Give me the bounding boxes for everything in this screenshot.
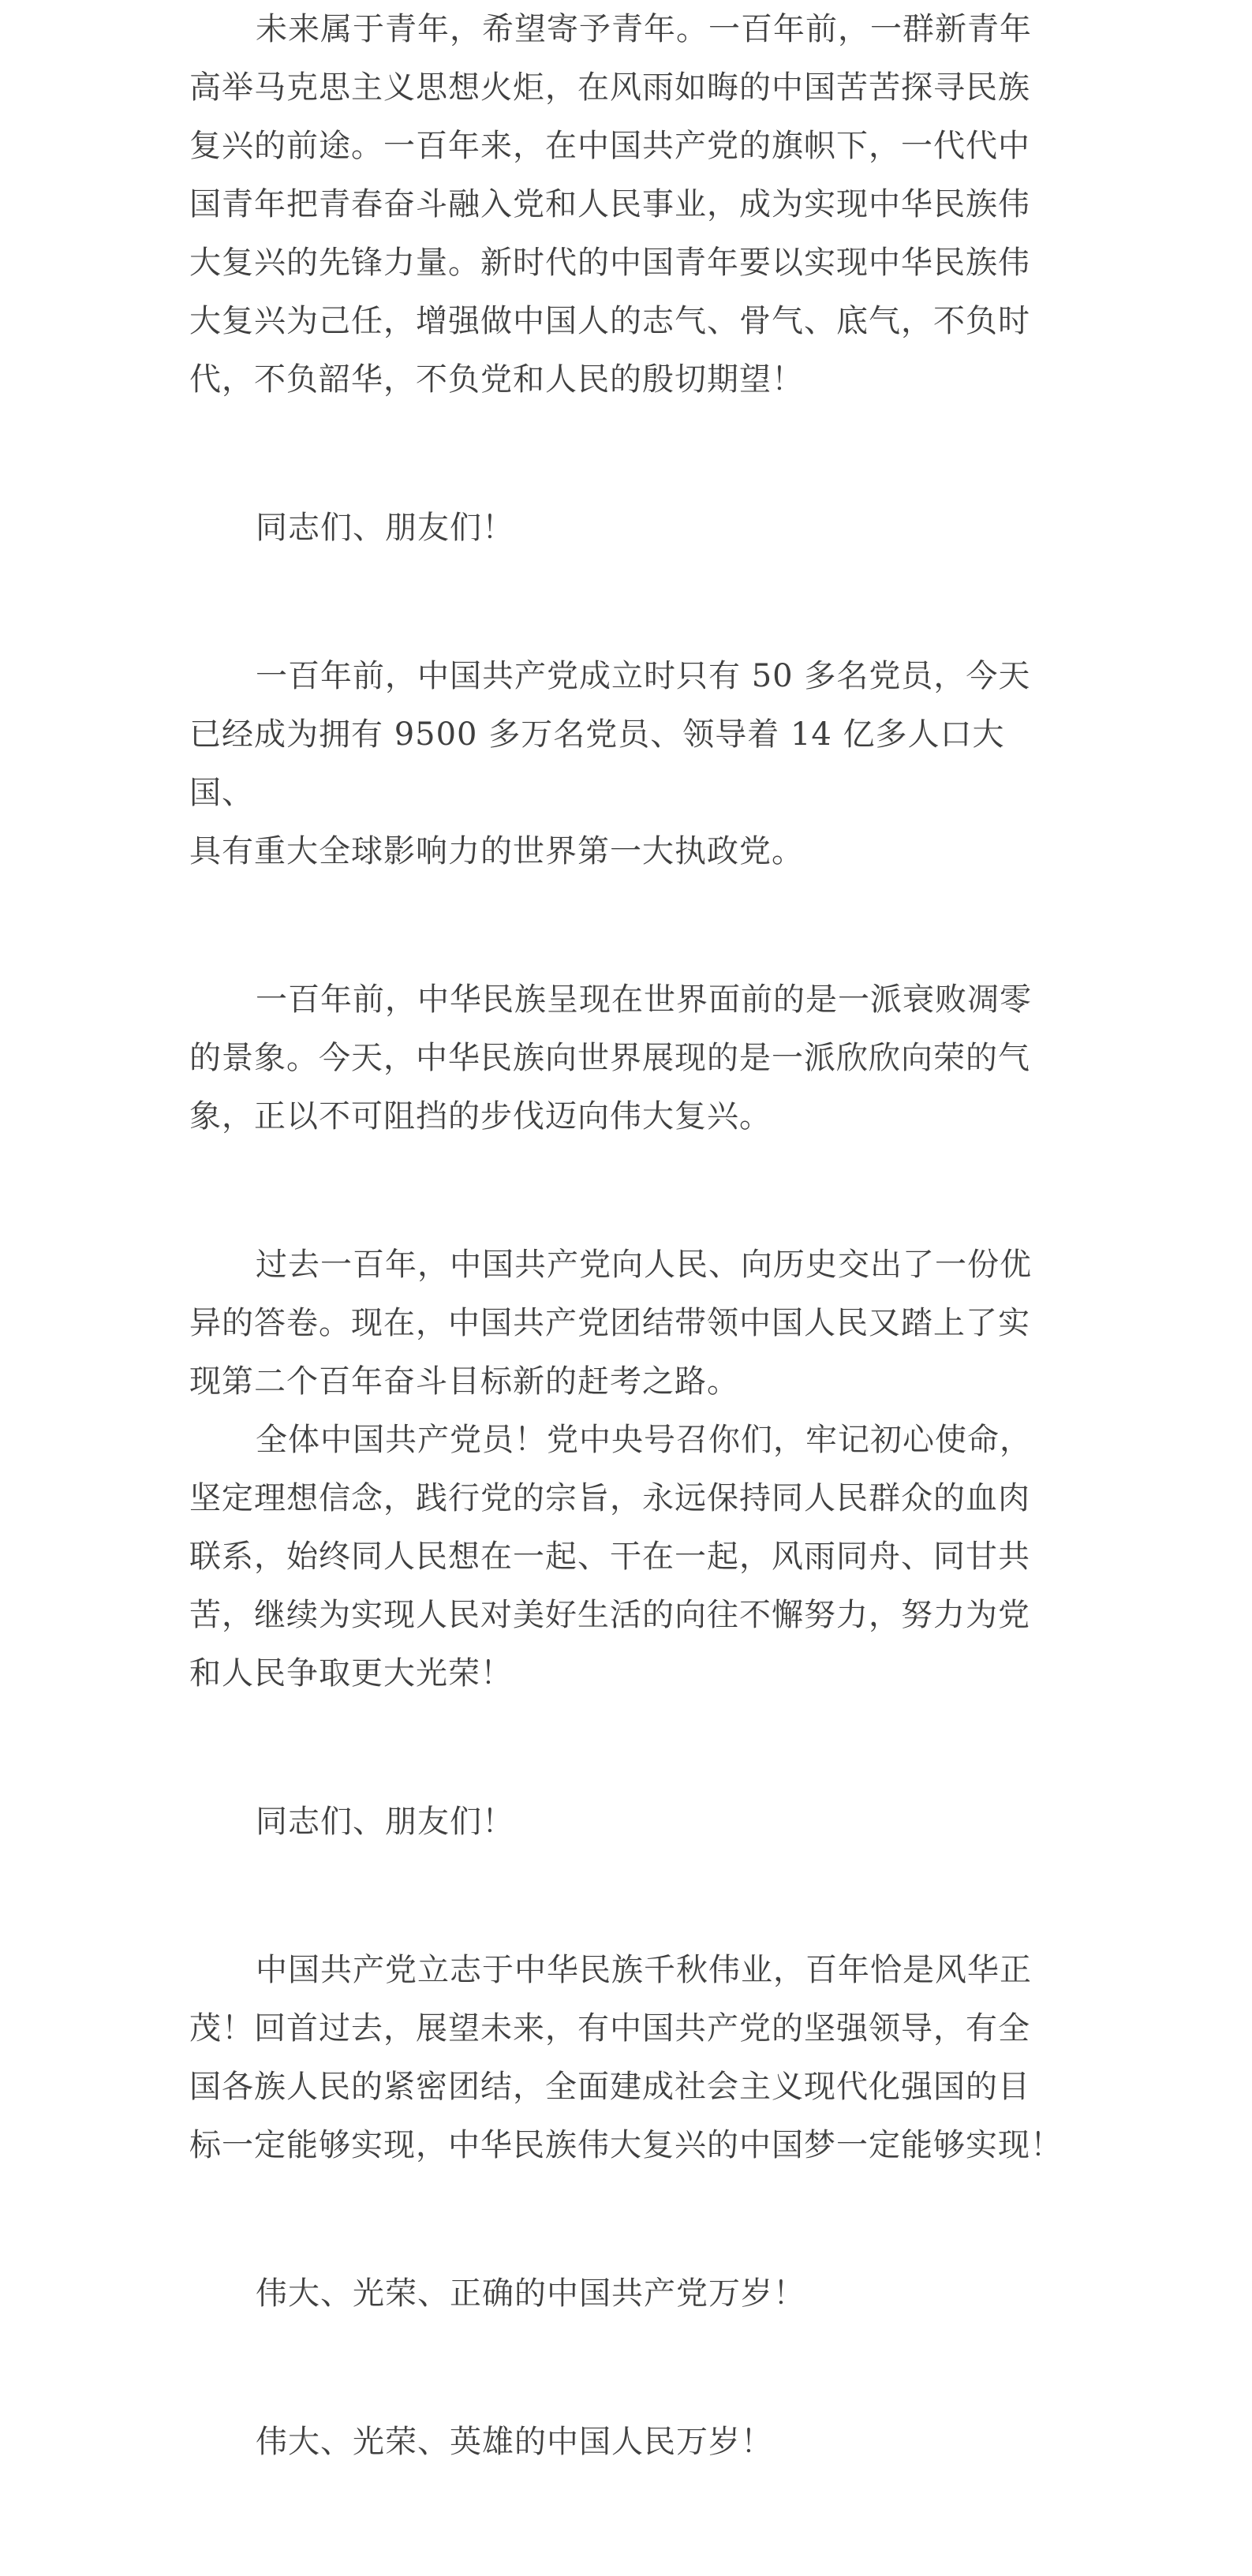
paragraph-youth-hope: 未来属于青年，希望寄予青年。一百年前，一群新青年 高举马克思主义思想火炬，在风雨如晦的中国苦苦探寻民族 复兴的前途。一百年来，在中国共产党的旗帜下，一代代中 国青年把青春奋斗融入党和人民事业，成为实现中华民族伟 大复兴的先锋力量。新时代的中国青年要以实现中华民族伟 大复兴为己任，增强做中国人的志气、骨气、底气，不负时 代，不负韶华，不负党和人民的殷切期望！ [189, 11, 1032, 398]
paragraph-party-growth: 一百年前，中国共产党成立时只有 50 多名党员，今天 已经成为拥有 9500 多万名党员、领导着 14 亿多人口大国、 具有重大全球影响力的世界第一大执政党。 [189, 658, 1031, 869]
paragraph-millennium-cause: 中国共产党立志于中华民族千秋伟业，百年恰是风华正 茂！回首过去，展望未来，有中国共产党的坚强领导，有全 国各族人民的紧密团结，全面建成社会主义现代化强国的目 标一定能够实现，中华民族伟大复兴的中国梦一定能够实现！ [189, 1952, 1063, 2163]
paragraph-call-to-members: 全体中国共产党员！党中央号召你们，牢记初心使命， 坚定理想信念，践行党的宗旨，永远保持同人民群众的血肉 联系，始终同人民想在一起、干在一起，风雨同舟、同甘共 苦，继续为实现人民对美好生活的向往不懈努力，努力为党 和人民争取更大光荣！ [189, 1422, 1032, 1692]
slogan-people: 伟大、光荣、英雄的中国人民万岁！ [256, 2424, 773, 2460]
slogan-party: 伟大、光荣、正确的中国共产党万岁！ [256, 2275, 805, 2312]
paragraph-salutation-2: 同志们、朋友们！ [256, 1804, 514, 1840]
paragraph-salutation-1: 同志们、朋友们！ [256, 510, 514, 546]
article-body [189, 0, 1065, 2471]
paragraph-past-century: 过去一百年，中国共产党向人民、向历史交出了一份优 异的答卷。现在，中国共产党团结带领中国人民又踏上了实 现第二个百年奋斗目标新的赶考之路。 [189, 1247, 1032, 1400]
paragraph-nation-rejuvenation: 一百年前，中华民族呈现在世界面前的是一派衰败凋零 的景象。今天，中华民族向世界展现的是一派欣欣向荣的气 象，正以不可阻挡的步伐迈向伟大复兴。 [189, 981, 1032, 1135]
